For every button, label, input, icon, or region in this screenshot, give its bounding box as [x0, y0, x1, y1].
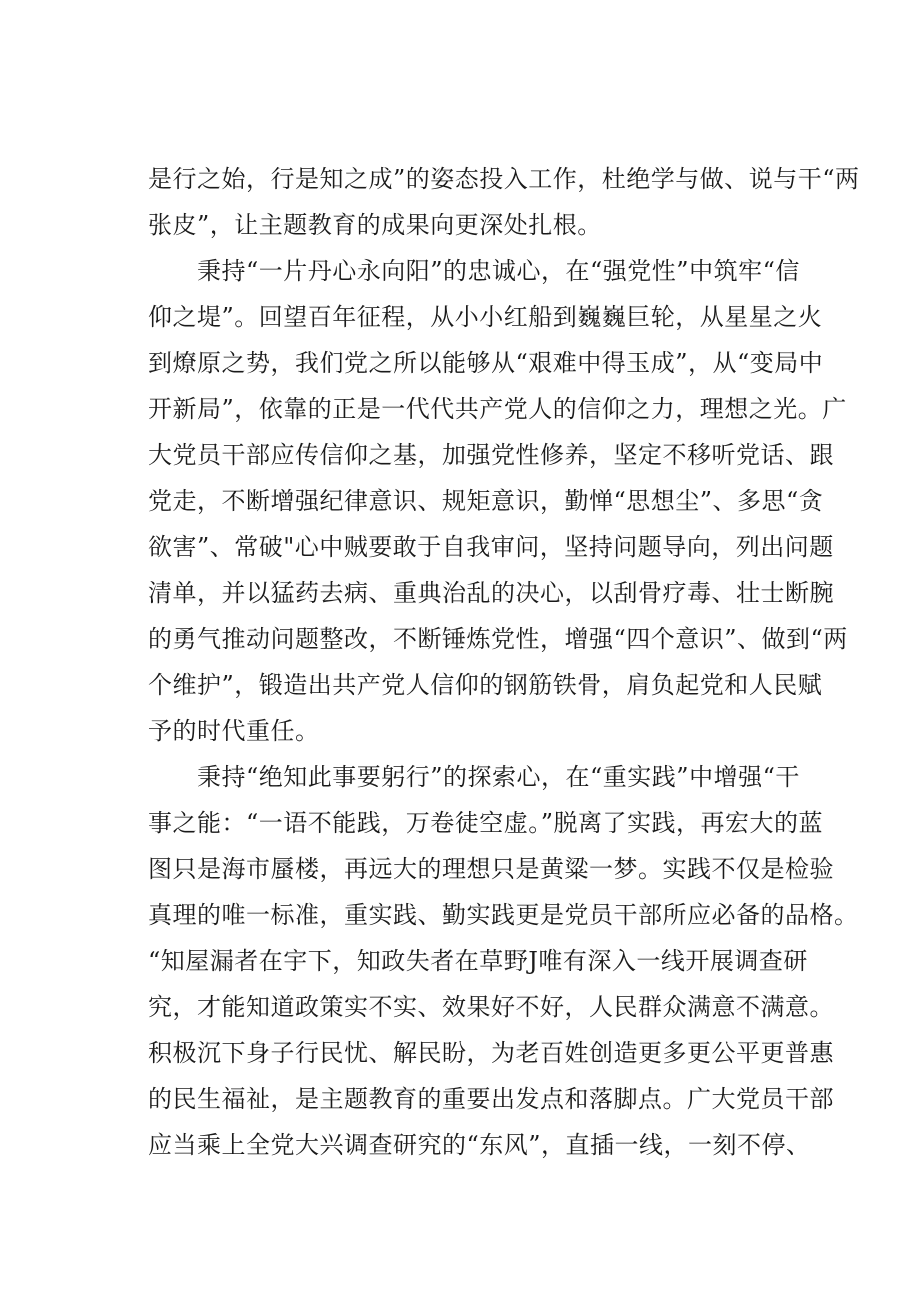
text-line: 应当乘上全党大兴调查研究的“东风”，直插一线，一刻不停、	[148, 1131, 811, 1159]
text-line: 予的时代重任。	[148, 717, 320, 745]
text-line: 仰之堤”。回望百年征程，从小小红船到巍巍巨轮，从星星之火	[148, 303, 823, 331]
text-line: 图只是海市蜃楼，再远大的理想只是黄粱一梦。实践不仅是检验	[148, 855, 834, 883]
text-line: 到燎原之势，我们党之所以能够从“艰难中得玉成”，从“变局中	[148, 349, 824, 377]
text-line: 真理的唯一标准，重实践、勤实践更是党员干部所应必备的品格。	[148, 901, 859, 929]
text-line: 积极沉下身子行民忧、解民盼，为老百姓创造更多更公平更普惠	[148, 1039, 834, 1067]
text-line: 事之能：“一语不能践，万卷徒空虚。”脱离了实践，再宏大的蓝	[148, 809, 824, 837]
body-text	[148, 156, 860, 1168]
text-line: 欲害”、常破"心中贼要敢于自我审问，坚持问题导向，列出问题	[148, 533, 834, 561]
text-line: 党走，不断增强纪律意识、规矩意识，勤惮“思想尘”、多思“贪	[148, 487, 824, 515]
text-line: 的民生福祉，是主题教育的重要出发点和落脚点。广大党员干部	[148, 1085, 834, 1113]
text-line: 开新局”，依靠的正是一代代共产党人的信仰之力，理想之光。广	[148, 395, 847, 423]
text-line: 清单，并以猛药去病、重典治乱的决心，以刮骨疗毒、壮士断腕	[148, 579, 834, 607]
text-line: 究，才能知道政策实不实、效果好不好，人民群众满意不满意。	[148, 993, 834, 1021]
paragraph-start-line: 秉持“绝知此事要躬行”的探索心，在“重实践”中增强“干	[148, 763, 800, 791]
text-line: 个维护”，锻造出共产党人信仰的钢筋铁骨，肩负起党和人民赋	[148, 671, 823, 699]
text-line: 是行之始，行是知之成”的姿态投入工作，杜绝学与做、说与干“两	[148, 165, 860, 193]
text-line: 的勇气推动问题整改，不断锤炼党性，增强“四个意识”、做到“两	[148, 625, 848, 653]
text-line: “知屋漏者在宇下，知政失者在草野J唯有深入一线开展调查研	[148, 947, 808, 975]
text-line: 张皮”，让主题教育的成果向更深处扎根。	[148, 211, 602, 239]
paragraph-start-line: 秉持“一片丹心永向阳”的忠诚心，在“强党性”中筑牢“信	[148, 257, 800, 285]
text-line: 大党员干部应传信仰之基，加强党性修养，坚定不移听党话、跟	[148, 441, 834, 469]
